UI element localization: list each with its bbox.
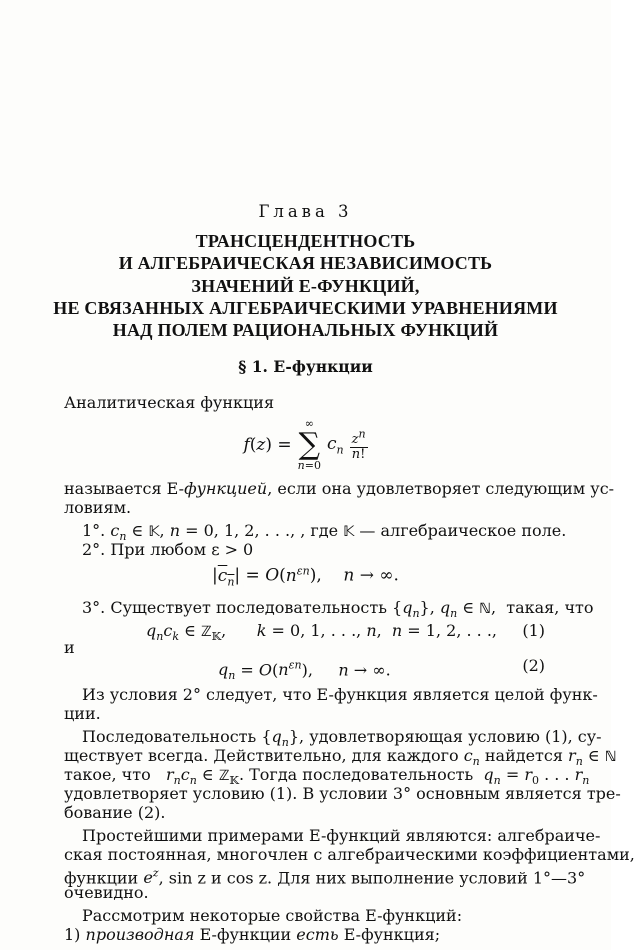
condition-3: 3°. Существует последовательность $\{q_n\}$, $q_n$ ∈ ℕ, такая, что xyxy=(82,598,594,621)
equation-number-2: (2) xyxy=(522,656,545,675)
conjunction-and: и xyxy=(64,638,75,657)
paragraph-2-line-1: Последовательность $\{q_n\}$, удовлетворяющая условию (1), су- xyxy=(82,727,602,750)
condition-1: 1°. $c_n$ ∈ 𝕂, n = 0, 1, 2, . . ., , где 𝕂 — алгебраическое поле. xyxy=(82,521,567,544)
paragraph-2-line-2: ществует всегда. Действительно, для каждого $c_n$ найдется $r_n$ ∈ ℕ xyxy=(64,746,617,769)
equation-number-1: (1) xyxy=(522,621,545,640)
paragraph-3-line-4: очевидно. xyxy=(64,883,149,902)
definition-line-1: называется E-функцией, если она удовлетворяет следующим ус- xyxy=(64,479,615,498)
paragraph-3-line-3: функции $e^z$, sin z и cos z. Для них выполнение условий 1°—3° xyxy=(64,867,586,888)
definition-line-2: ловиям. xyxy=(64,498,132,517)
term-e-function: функцией xyxy=(184,479,268,498)
formula-2: $q_n = O(n^{\varepsilon n})$, n → ∞. xyxy=(218,659,391,683)
title-line-1: ТРАНСЦЕНДЕНТНОСТЬ xyxy=(195,231,416,251)
property-1: 1) производная E-функции есть E-функция; xyxy=(64,925,441,944)
paragraph-2-line-5: бование (2). xyxy=(64,803,166,822)
paragraph-2-line-3: такое, что $r_nc_n$ ∈ ℤ$_𝕂$. Тогда последовательность $q_n = r_0$ . . . $r_n$ xyxy=(64,765,590,788)
paragraph-3-line-2: ская постоянная, многочлен с алгебраическими коэффициентами, xyxy=(64,845,635,864)
paragraph-1-line-1: Из условия 2° следует, что E-функция является целой функ- xyxy=(82,685,598,704)
chapter-label: Глава 3 xyxy=(258,202,353,221)
title-line-4: НЕ СВЯЗАННЫХ АЛГЕБРАИЧЕСКИМИ УРАВНЕНИЯМИ xyxy=(53,298,558,318)
intro-text: Аналитическая функция xyxy=(64,393,275,412)
section-heading: § 1. E-функции xyxy=(238,357,373,376)
paragraph-3-line-1: Простейшими примерами E-функций являются: алгебраиче- xyxy=(82,826,601,845)
formula-growth: $|c_n| = O(n^{\varepsilon n})$, n → ∞. xyxy=(212,564,399,589)
title-line-2: И АЛГЕБРАИЧЕСКАЯ НЕЗАВИСИМОСТЬ xyxy=(118,253,493,273)
condition-2: 2°. При любом ε > 0 xyxy=(82,540,254,559)
title-line-5: НАД ПОЛЕМ РАЦИОНАЛЬНЫХ ФУНКЦИЙ xyxy=(112,320,499,340)
paragraph-2-line-4: удовлетворяет условию (1). В условии 3° основным является тре- xyxy=(64,784,621,803)
paragraph-1-line-2: ции. xyxy=(64,704,101,723)
formula-1: $q_nc_k$ ∈ ℤ$_𝕂$, k = 0, 1, . . ., n, n = 1, 2, . . ., xyxy=(146,621,498,644)
paragraph-4-line-1: Рассмотрим некоторые свойства E-функций: xyxy=(82,906,463,925)
formula-series: f(z) = ∞ ∑ n=0 $c_n$ $\frac{z^n}{n!}$ xyxy=(243,417,366,472)
title-line-3: ЗНАЧЕНИЙ E-ФУНКЦИЙ, xyxy=(191,276,420,296)
